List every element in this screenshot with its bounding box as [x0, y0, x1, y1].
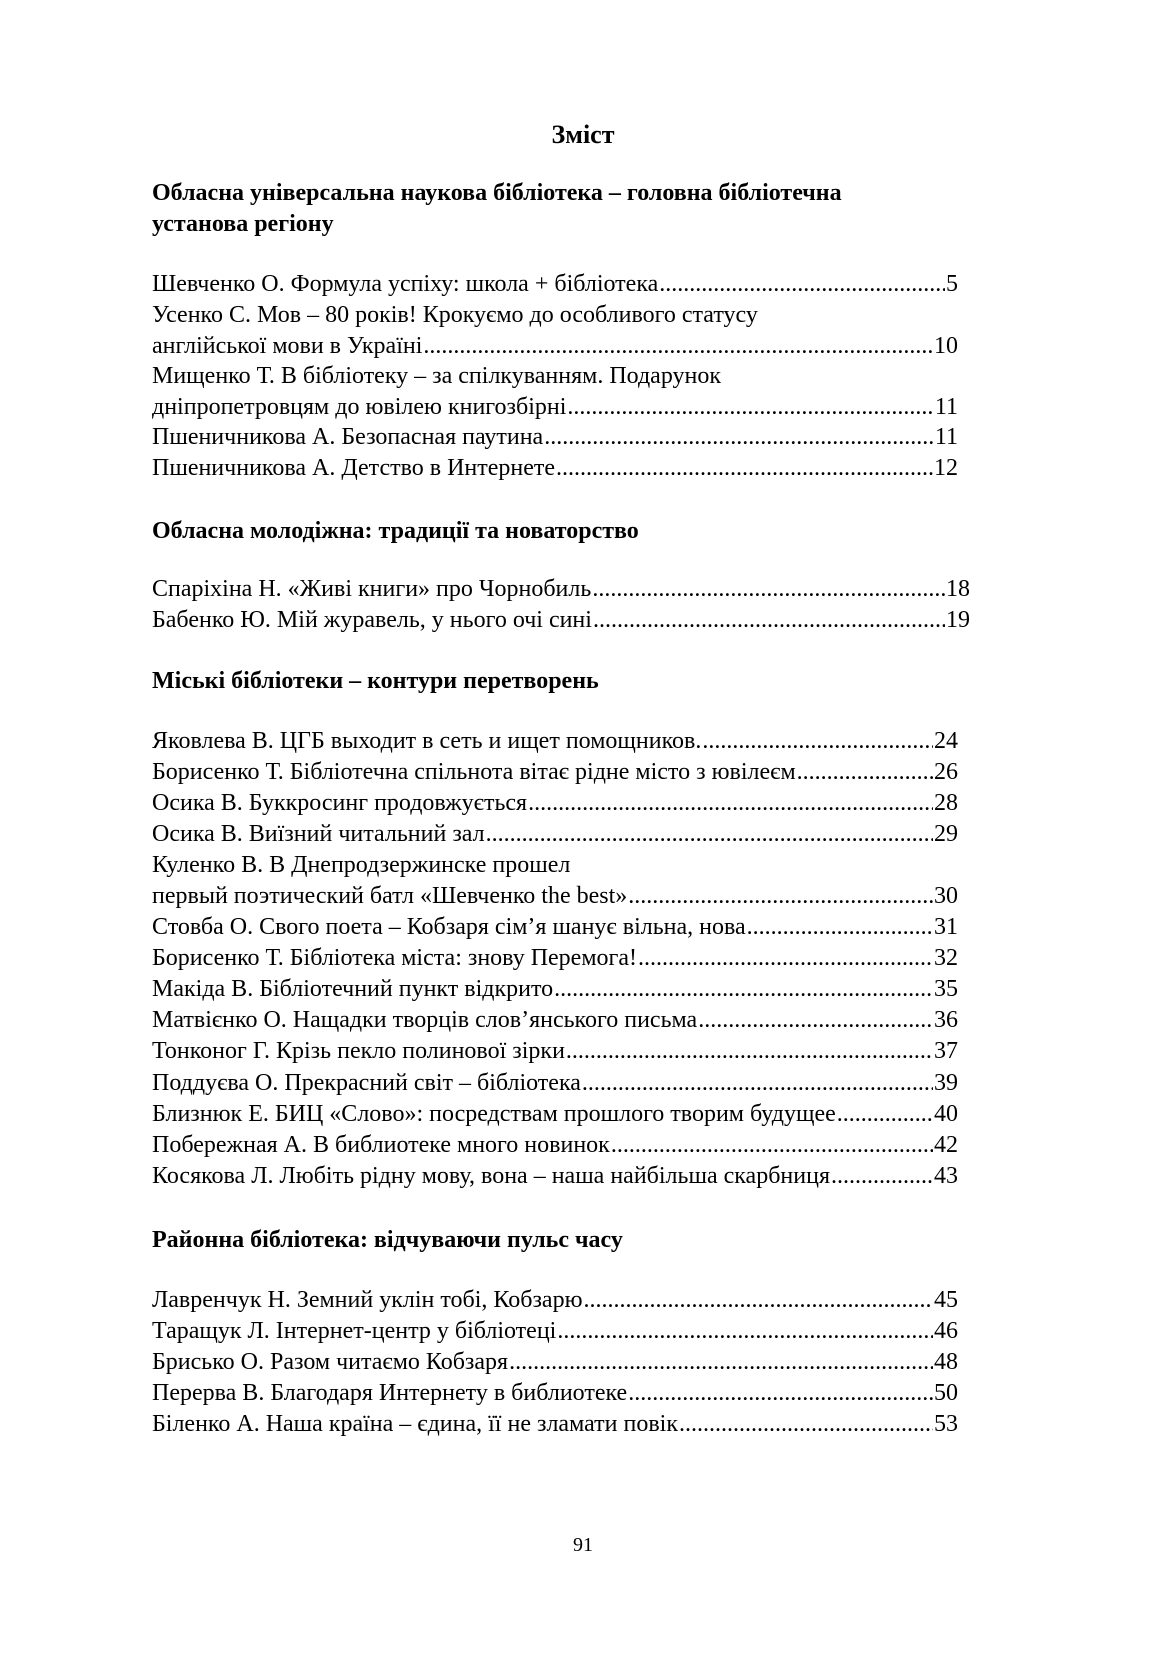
- toc-page-number: 31: [934, 914, 958, 940]
- toc-page-number: 11: [934, 424, 958, 450]
- section-heading-line: Міські бібліотеки – контури перетворень: [152, 668, 599, 694]
- section-heading-line: установа регіону: [152, 211, 334, 237]
- toc-page-number: 43: [934, 1163, 958, 1189]
- toc-entry-text: Яковлева В. ЦГБ выходит в сеть и ищет помощников.: [152, 728, 702, 754]
- dot-leader: [747, 912, 933, 943]
- dot-leader: [423, 331, 933, 362]
- dot-leader: [544, 422, 934, 453]
- toc-entry-text: Косякова Л. Любіть рідну мову, вона – наша найбільша скарбниця: [152, 1163, 830, 1189]
- toc-entry-text: Бабенко Ю. Мій журавель, у нього очі сині: [152, 607, 592, 633]
- dot-leader: [567, 392, 933, 423]
- toc-page-number: 39: [934, 1070, 958, 1096]
- dot-leader: [566, 1036, 933, 1067]
- toc-entry-text: Побережная А. В библиотеке много новинок: [152, 1132, 610, 1158]
- section-heading: [152, 178, 1012, 240]
- toc-page-number: 18: [946, 576, 970, 602]
- toc-page-number: 5: [946, 271, 958, 297]
- toc-entry-text: Пшеничникова А. Детство в Интернете: [152, 455, 556, 481]
- toc-entry-text: Матвієнко О. Нащадки творців слов’янського письма: [152, 1007, 698, 1033]
- dot-leader: [582, 1068, 933, 1099]
- toc-entry: [152, 757, 958, 788]
- toc-entry: [152, 819, 958, 850]
- toc-page-number: 24: [934, 728, 958, 754]
- toc-page-number: 50: [934, 1380, 958, 1406]
- toc-page-number: 37: [934, 1038, 958, 1064]
- toc-page-number: 40: [934, 1101, 958, 1127]
- toc-entry: [152, 605, 970, 636]
- toc-entry-text: Куленко В. В Днепродзержинске прошел: [152, 852, 571, 878]
- page-title: Зміст: [551, 120, 615, 149]
- toc-entry-text: англійської мови в Україні: [152, 333, 423, 359]
- toc-entry: [152, 1036, 958, 1067]
- dot-leader: [592, 574, 945, 605]
- dot-leader: [584, 1285, 934, 1316]
- toc-page-number: 30: [934, 883, 958, 909]
- toc-entry: [152, 1409, 958, 1440]
- toc-entry: [152, 726, 958, 757]
- toc-entry-text: Поддуєва О. Прекрасний світ – бібліотека: [152, 1070, 581, 1096]
- toc-entry-text: Брисько О. Разом читаємо Кобзаря: [152, 1349, 509, 1375]
- dot-leader: [698, 1005, 933, 1036]
- toc-entry: [152, 1130, 958, 1161]
- toc-entry-text: Перерва В. Благодаря Интернету в библиотеке: [152, 1380, 628, 1406]
- dot-leader: [557, 1316, 933, 1347]
- page-number: 91: [573, 1534, 593, 1556]
- toc-page-number: 12: [934, 455, 958, 481]
- toc-entry-text: Пшеничникова А. Безопасная паутина: [152, 424, 544, 450]
- toc-entry-text: Близнюк Е. БИЦ «Слово»: посредствам прошлого творим будущее: [152, 1101, 836, 1127]
- dot-leader: [509, 1347, 933, 1378]
- toc-entry: [152, 1068, 958, 1099]
- dot-leader: [486, 819, 933, 850]
- toc-page-number: 32: [934, 945, 958, 971]
- toc-entry: [152, 422, 958, 453]
- toc-entry: [152, 1378, 958, 1409]
- toc-entry-text: Біленко А. Наша країна – єдина, її не зламати повік: [152, 1411, 678, 1437]
- toc-entry-text: Шевченко О. Формула успіху: школа + бібліотека: [152, 271, 659, 297]
- toc-entry: [152, 788, 958, 819]
- toc-entry-text: Мищенко Т. В бібліотеку – за спілкуванням. Подарунок: [152, 363, 722, 389]
- section-heading-line: Районна бібліотека: відчуваючи пульс часу: [152, 1227, 623, 1253]
- toc-entry: [152, 1347, 958, 1378]
- toc-entry-text: Спаріхіна Н. «Живі книги» про Чорнобиль: [152, 576, 592, 602]
- toc-entry-text: Тонконог Г. Крізь пекло полинової зірки: [152, 1038, 565, 1064]
- toc-entry: [152, 1161, 958, 1192]
- toc-page-number: 19: [946, 607, 970, 633]
- toc-entry-text: дніпропетровцям до ювілею книгозбірні: [152, 394, 567, 420]
- toc-entry-text: Макіда В. Бібліотечний пункт відкрито: [152, 976, 554, 1002]
- toc-entry: [152, 850, 958, 912]
- toc-entry-text: Борисенко Т. Бібліотека міста: знову Перемога!: [152, 945, 638, 971]
- toc-entry-text: первый поэтический батл «Шевченко the best»: [152, 883, 628, 909]
- toc-entry: [152, 300, 958, 362]
- dot-leader: [528, 788, 933, 819]
- dot-leader: [628, 881, 933, 912]
- toc-entry: [152, 1316, 958, 1347]
- toc-entry: [152, 1005, 958, 1036]
- dot-leader: [554, 974, 933, 1005]
- dot-leader: [628, 1378, 933, 1409]
- toc-entry: [152, 943, 958, 974]
- toc-entry: [152, 361, 958, 423]
- toc-page-number: 10: [934, 333, 958, 359]
- toc-page-number: 48: [934, 1349, 958, 1375]
- toc-page-number: 53: [934, 1411, 958, 1437]
- dot-leader: [659, 269, 945, 300]
- toc-entry-text: Лавренчук Н. Земний уклін тобі, Кобзарю: [152, 1287, 583, 1313]
- toc-page-number: 42: [934, 1132, 958, 1158]
- toc-entry: [152, 574, 970, 605]
- section-heading-line: Обласна молодіжна: традиції та новаторство: [152, 518, 639, 544]
- toc-page-number: 29: [934, 821, 958, 847]
- section-heading: [152, 516, 1012, 547]
- toc-entry: [152, 453, 958, 484]
- dot-leader: [611, 1130, 933, 1161]
- section-heading-line: Обласна універсальна наукова бібліотека – головна бібліотечна: [152, 180, 842, 206]
- toc-entry: [152, 1285, 958, 1316]
- section-heading: [152, 666, 1012, 697]
- dot-leader: [593, 605, 945, 636]
- toc-entry-text: Стовба О. Свого поета – Кобзаря сім’я шанує вільна, нова: [152, 914, 746, 940]
- toc-entry-text: Борисенко Т. Бібліотечна спільнота вітає рідне місто з ювілеєм: [152, 759, 796, 785]
- toc-entry: [152, 912, 958, 943]
- dot-leader: [837, 1099, 933, 1130]
- dot-leader: [638, 943, 933, 974]
- toc-entry-text: Осика В. Буккросинг продовжується: [152, 790, 528, 816]
- toc-entry: [152, 269, 958, 300]
- toc-entry: [152, 974, 958, 1005]
- dot-leader: [702, 726, 933, 757]
- section-heading: [152, 1225, 1012, 1256]
- toc-page-number: 28: [934, 790, 958, 816]
- toc-entry-text: Таращук Л. Інтернет-центр у бібліотеці: [152, 1318, 557, 1344]
- toc-page-number: 26: [934, 759, 958, 785]
- toc-page-number: 45: [934, 1287, 958, 1313]
- dot-leader: [556, 453, 933, 484]
- toc-entry: [152, 1099, 958, 1130]
- toc-page-number: 11: [934, 394, 958, 420]
- toc-entry-text: Усенко С. Мов – 80 років! Крокуємо до особливого статусу: [152, 302, 758, 328]
- toc-page-number: 35: [934, 976, 958, 1002]
- toc-entry-text: Осика В. Виїзний читальний зал: [152, 821, 485, 847]
- dot-leader: [679, 1409, 933, 1440]
- toc-page-number: 36: [934, 1007, 958, 1033]
- dot-leader: [831, 1161, 933, 1192]
- toc-page-number: 46: [934, 1318, 958, 1344]
- dot-leader: [797, 757, 933, 788]
